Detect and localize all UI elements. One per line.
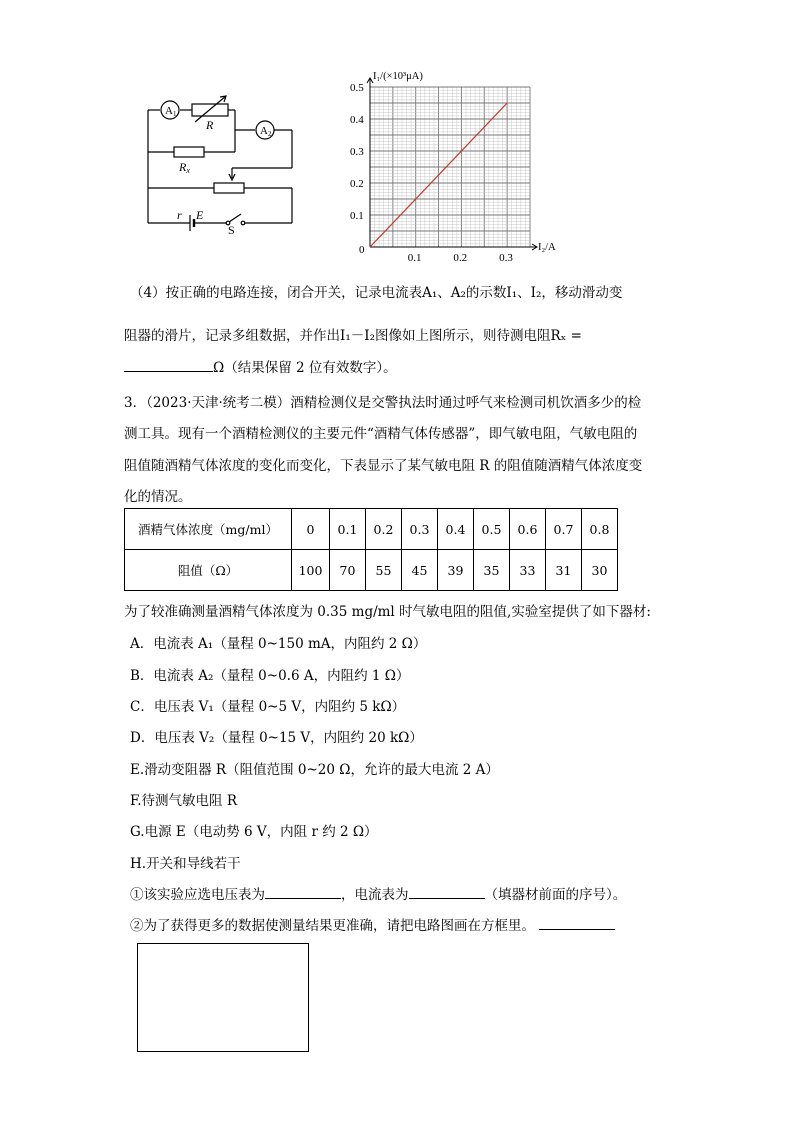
x-tick-label: 0.2 <box>453 252 468 264</box>
answer-blank-circuit[interactable] <box>539 928 615 930</box>
circuit-diagram <box>140 90 310 235</box>
table-cell: 35 <box>474 550 510 591</box>
equipment-item-c: C．电压表 V₁（量程 0~5 V，内阻约 5 kΩ） <box>130 699 406 715</box>
equipment-intro: 为了较准确测量酒精气体浓度为 0.35 mg/ml 时气敏电阻的阻值,实验室提供了如下器材: <box>124 604 651 620</box>
table-cell: 0.5 <box>474 509 510 550</box>
equipment-item-d: D．电压表 V₂（量程 0~15 V，内阻约 20 kΩ） <box>130 730 423 746</box>
i1-i2-graph <box>345 70 585 265</box>
table-cell: 0.4 <box>438 509 474 550</box>
q4-line-3: Ω（结果保留 2 位有效数字）。 <box>124 356 397 376</box>
y-tick-label: 0.4 <box>350 114 364 126</box>
table-cell: 33 <box>510 550 546 591</box>
table-cell: 0.8 <box>582 509 618 550</box>
concentration-table <box>124 508 618 591</box>
table-cell: 45 <box>402 550 438 591</box>
answer-blank-voltmeter[interactable] <box>265 897 341 899</box>
equipment-item-f: F.待测气敏电阻 R <box>130 793 238 809</box>
q4-line-1: （4）按正确的电路连接，闭合开关，记录电流表A₁、A₂的示数I₁、I₂，移动滑动变 <box>130 285 623 301</box>
x-tick-label: 0.3 <box>499 252 513 264</box>
table-cell: 31 <box>546 550 582 591</box>
circuit-answer-box[interactable] <box>137 943 309 1052</box>
sub-question-2: ②为了获得更多的数据使测量结果更准确，请把电路图画在方框里。 <box>130 914 615 934</box>
origin-label: 0 <box>359 244 365 256</box>
table-cell: 0.7 <box>546 509 582 550</box>
table-cell: 30 <box>582 550 618 591</box>
table-cell: 70 <box>330 550 366 591</box>
sub-question-1: ①该实验应选电压表为 ，电流表为 （填器材前面的序号）。 <box>130 887 627 903</box>
x-tick-label: 0.1 <box>407 252 422 264</box>
y-tick-label: 0.2 <box>350 178 364 190</box>
svg-text:A1: A1 <box>165 105 177 118</box>
row-header-concentration: 酒精气体浓度（mg/ml） <box>125 509 292 550</box>
equipment-item-g: G.电源 E（电动势 6 V，内阻 r 约 2 Ω） <box>130 824 378 840</box>
table-cell: 0.1 <box>330 509 366 550</box>
q3-line-1: 3．（2023·天津·统考二模）酒精检测仪是交警执法时通过呼气来检测司机饮酒多少的检 <box>124 395 642 411</box>
switch-label: S <box>228 223 235 235</box>
r-label: R <box>206 118 214 132</box>
rx-label: R <box>179 160 187 174</box>
q3-line-4: 化的情况。 <box>124 489 192 505</box>
table-cell: 0.6 <box>510 509 546 550</box>
table-cell: 100 <box>292 550 330 591</box>
table-cell: 55 <box>366 550 402 591</box>
q3-line-3: 阻值随酒精气体浓度的变化而变化，下表显示了某气敏电阻 R 的阻值随酒精气体浓度变 <box>124 458 643 474</box>
table-row <box>125 509 618 550</box>
y-axis-label: I₁/(×10³μA) <box>373 71 423 82</box>
y-tick-label: 0.5 <box>350 82 364 94</box>
svg-text:A2: A2 <box>260 125 272 138</box>
q3-line-2: 测工具。现有一个酒精检测仪的主要元件“酒精气体传感器”，即气敏电阻，气敏电阻的 <box>124 426 638 442</box>
y-tick-label: 0.3 <box>350 146 364 158</box>
answer-blank-rx[interactable] <box>124 370 213 372</box>
equipment-item-b: B．电流表 A₂（量程 0~0.6 A，内阻约 1 Ω） <box>130 668 410 684</box>
row-header-resistance: 阻值（Ω） <box>125 550 292 591</box>
q4-line-2: 阻器的滑片，记录多组数据，并作出I₁－I₂图像如上图所示，则待测电阻Rₓ = <box>124 328 582 344</box>
table-cell: 0.2 <box>366 509 402 550</box>
equipment-item-h: H.开关和导线若干 <box>130 856 241 872</box>
x-axis-label: I₂/A <box>538 242 556 253</box>
y-tick-label: 0.1 <box>350 210 364 222</box>
a2-label: A <box>260 125 268 137</box>
emf-label: E <box>196 208 204 222</box>
table-cell: 39 <box>438 550 474 591</box>
a1-label: A <box>165 105 173 117</box>
answer-blank-ammeter[interactable] <box>409 897 485 899</box>
table-cell: 0 <box>292 509 330 550</box>
table-cell: 0.3 <box>402 509 438 550</box>
table-row <box>125 550 618 591</box>
equipment-item-e: E.滑动变阻器 R（阻值范围 0~20 Ω，允许的最大电流 2 A） <box>130 762 499 778</box>
equipment-item-a: A．电流表 A₁（量程 0~150 mA，内阻约 2 Ω） <box>130 636 427 652</box>
svg-text:Rx: Rx <box>179 160 190 175</box>
internal-r-label: r <box>177 208 182 222</box>
